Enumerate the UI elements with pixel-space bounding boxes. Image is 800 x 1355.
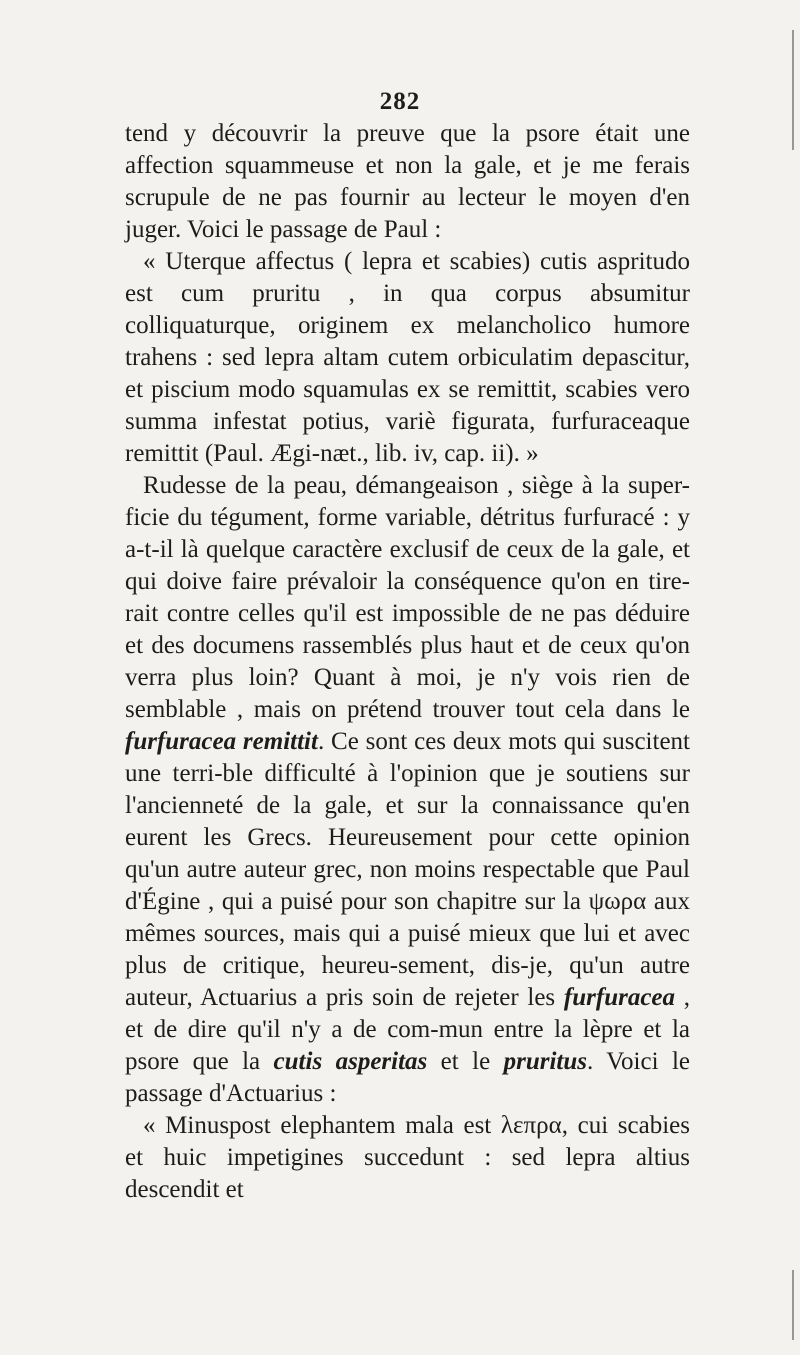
body-text (125, 118, 690, 1206)
text-run: , et de dire qu'il n'y a de com-mun entre la lèpre et la psore que la (125, 984, 691, 1075)
text-run: « Uterque affectus ( lepra et scabies) cutis aspritudo est cum pruritu , in qua corpus absumitur colliquaturque, originem ex melancholico humore trahens : sed lepra altam cutem orbiculatim depascitur, et piscium modo squamulas ex se remittit, scabies vero summa infestat potius, variè figurata, furfuraceaque remittit (Paul. Ægi-næt., lib. iv, cap. ii). » (125, 248, 690, 467)
paragraph-argument (125, 470, 690, 1110)
italic-term: furfuracea (563, 984, 676, 1011)
page-edge-shadow (792, 1270, 794, 1340)
italic-term: furfuracea remittit (125, 728, 318, 755)
italic-term: cutis asperitas (273, 1048, 428, 1075)
page-number: 282 (379, 88, 421, 115)
paragraph-latin-quote-paul (125, 246, 690, 470)
text-run: . Ce sont ces deux mots qui suscitent une terri-ble difficulté à l'opinion que je soutiens sur l'ancienneté de la gale, et sur la connaissance qu'en eurent les Grecs. Heureusement pour cette opinion qu'un autre auteur grec, non moins respectable que Paul d'Égine , qui a puisé pour son chapitre sur la ψωρα aux mêmes sources, mais qui a puisé mieux que lui et avec plus de critique, heureu-sement, dis-je, qu'un autre auteur, Actuarius a pris soin de rejeter les (125, 728, 690, 1011)
text-run: . Voici le passage d'Actuarius : (125, 1048, 690, 1107)
italic-term: pruritus (503, 1048, 587, 1075)
text-run: « Minuspost elephantem mala est λεπρα, cui scabies et huic impetigines succedunt : sed lepra altius descendit et (125, 1112, 690, 1203)
paragraph-latin-quote-actuarius (125, 1110, 690, 1206)
paragraph-intro (125, 118, 690, 246)
page-edge-shadow (792, 30, 794, 150)
text-run: Rudesse de la peau, démangeaison , siège à la super-ficie du tégument, forme variable, détritus furfuracé : y a-t-il là quelque caractère exclusif de ceux de la gale, et qui doive faire prévaloir la conséquence qu'on en tire-rait contre celles qu'il est impossible de ne pas déduire et des documens rassemblés plus haut et de ceux qu'on verra plus loin? Quant à moi, je n'y vois rien de semblable , mais on prétend trouver tout cela dans le (125, 472, 690, 723)
text-run: et le (427, 1048, 504, 1075)
text-run: tend y découvrir la preuve que la psore était une affection squammeuse et non la gale, et je me ferais scrupule de ne pas fournir au lecteur le moyen d'en juger. Voici le passage de Paul : (125, 120, 690, 243)
